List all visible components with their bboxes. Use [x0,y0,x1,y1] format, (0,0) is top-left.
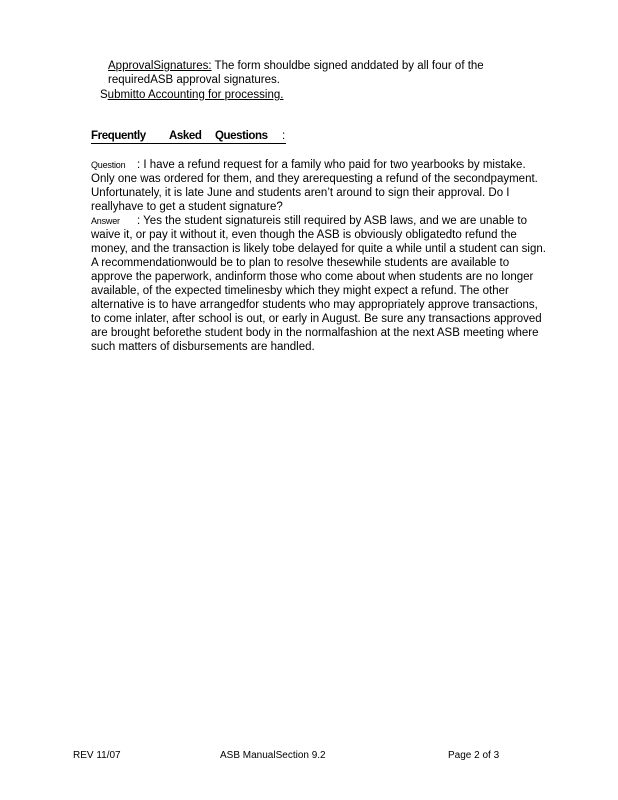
footer-revision: REV 11/07 [73,750,121,761]
bullet-continuation: requiredASB approval signatures. [108,74,280,86]
bullet-approval-signatures [90,59,530,87]
answer-text: : Yes the student signatureis still required by ASB laws, and we are unable to waive it, or pay it without it, even though the ASB is obviously obligatedto refund the money, and the transaction is likely tobe delayed for quite a while until a student can sign. A recommendationwould be to plan to resolve thesewhile students are available to approve the paperwork, andinform those who come about when students are no longer available, of the expected timelinesby which they might expect a refund. The other alternative is to have arrangedfor students who may appropriately approve transactions, to come inlater, after school is out, or early in August. Be sure any transactions approved are brought beforethe student body in the normalfashion at the next ASB meeting where such matters of disbursements are handled. [91,215,546,353]
faq-heading-word: Questions [215,130,268,142]
bullet-submit-accounting [90,88,283,102]
question-label: Question [91,160,126,170]
bullet-label: ubmitto Accounting for processing. [107,89,284,101]
bullet-label: ApprovalSignatures: [108,60,212,72]
faq-heading-word: Frequently [91,130,146,142]
faq-qa-block [91,158,547,354]
footer-section: ASB ManualSection 9.2 [220,750,326,761]
footer-page-number: Page 2 of 3 [448,750,500,761]
question-text: : I have a refund request for a family who paid for two yearbooks by mistake. Only one was ordered for them, and they arerequesting a refund of the secondpayment. Unfortunately, it is late June and students aren’t around to sign their approval. Do I reallyhave to get a student signature? [91,159,538,213]
faq-question [91,158,547,214]
faq-heading-word: Asked [169,130,202,142]
bullet-prefix: S [100,89,108,101]
bullet-text: The form shouldbe signed anddated by all four of the [211,60,484,72]
faq-heading [91,130,286,144]
faq-heading-colon: : [282,130,286,142]
faq-answer [91,214,547,354]
answer-label: Answer [91,216,120,226]
